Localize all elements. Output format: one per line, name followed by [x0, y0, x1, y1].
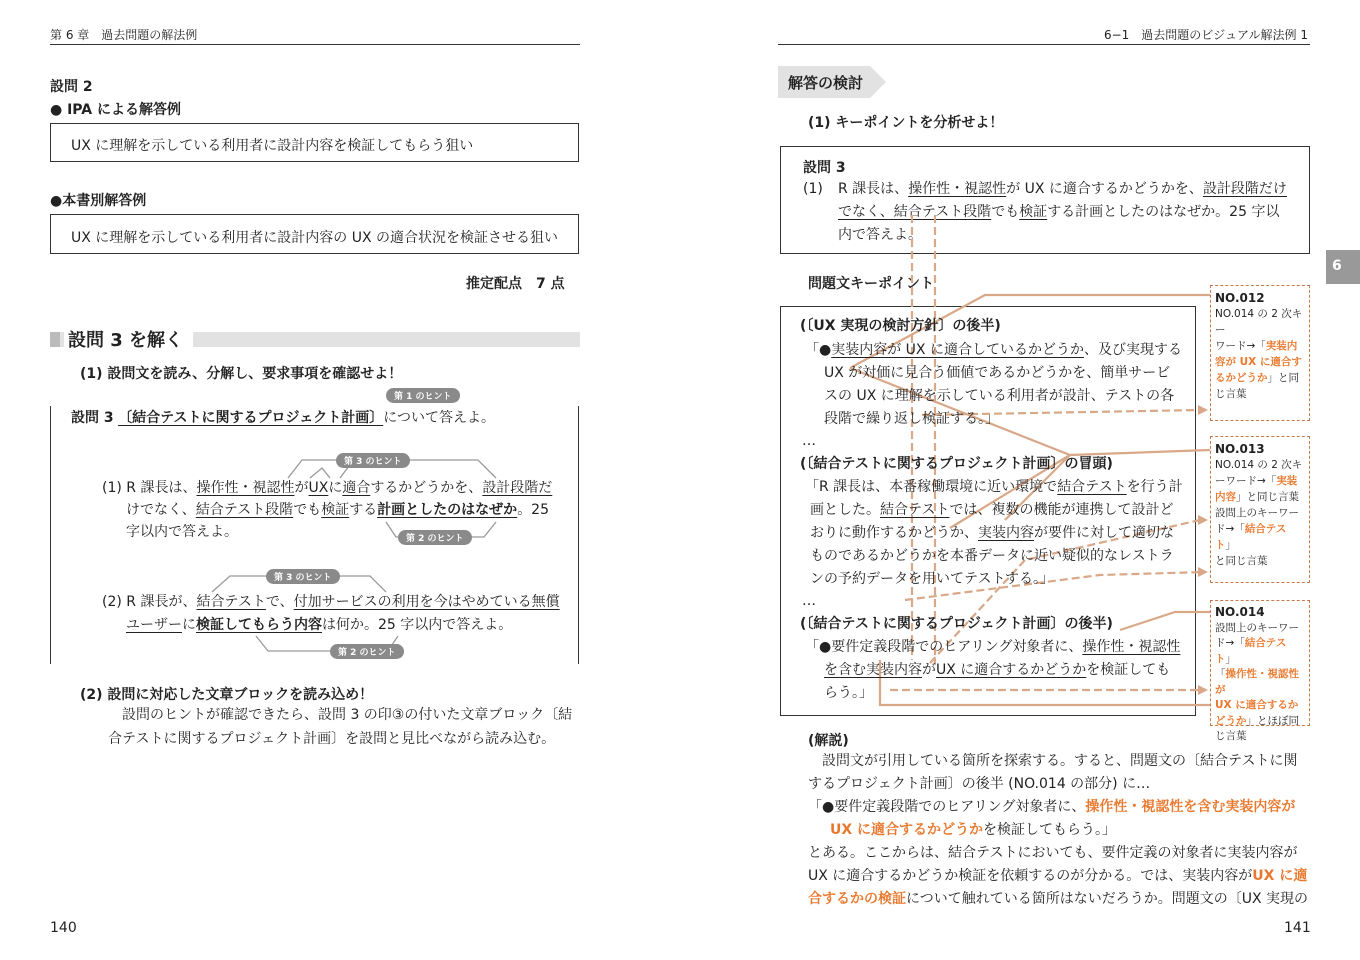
q3-1-line2g: 。25 [517, 502, 550, 518]
block1-l1c: 、及び実現する [1083, 342, 1182, 358]
block2-l3b: 実装内容 [978, 525, 1034, 541]
right-page-number: 141 [1284, 920, 1311, 936]
hint-1: 第 1 のヒント [386, 388, 460, 403]
kp1-l4a: るかどうか [1215, 372, 1268, 384]
q3-2-line2 [126, 614, 512, 637]
q3-2-line1 [102, 591, 560, 614]
q3-1-line3: 字以内で答えよ。 [126, 524, 238, 540]
block3-head [800, 613, 1113, 636]
q3-2-b: で、 [265, 594, 294, 610]
kp2-l5c: 」 [1225, 539, 1236, 551]
block2-l1a: 「R 課長は、本番稼働環境に近い環境で [805, 479, 1058, 495]
kp1-l2 [1215, 338, 1305, 354]
kp3-l1: 設問上のキーワー [1215, 621, 1299, 634]
q2-title: 設問 2 [50, 79, 93, 95]
section-heading-mark [50, 332, 60, 347]
kp1-l4b: 」と同 [1267, 372, 1299, 384]
kp1-l2b: 実装内 [1265, 340, 1298, 352]
block2-l1c: を行う計 [1126, 479, 1183, 495]
block1-head-text: (〔UX 実現の検討方針〕の後半) [800, 318, 1001, 334]
right-q3-l2e: する計画としたのはなぜか。25 字以 [1047, 204, 1280, 220]
step2-body-2: 合テストに関するプロジェクト計画〕を設問と見比べながら読み込む。 [108, 731, 556, 747]
ipa-label: ● IPA による解答例 [50, 102, 181, 118]
step1-title: (1) 設問文を読み、分解し、要求事項を確認せよ！ [80, 366, 403, 382]
exp-l3b: 操作性・視認性を含む実装内容が [1085, 799, 1296, 815]
right-step1: (1) キーポイントを分析せよ！ [808, 115, 1004, 131]
book-label: ●本書別解答例 [50, 193, 147, 209]
q3-1-e: 適合 [342, 480, 371, 496]
kp2-l2b: 実装 [1276, 475, 1298, 487]
kp2-l2a: ーワード→「 [1215, 475, 1277, 487]
q3-1-line1 [102, 477, 552, 500]
block2-l3a: おりに動作するかどうか、 [810, 525, 978, 541]
keypoint-box-014 [1210, 600, 1310, 742]
book-answer-box [50, 214, 579, 254]
block3-l2c: が [922, 662, 936, 678]
keypoint-box-012 [1210, 285, 1310, 421]
right-running-header: 6−1 過去問題のビジュアル解法例 1 [1103, 28, 1308, 42]
ipa-answer: UX に理解を示している利用者に設計内容を検証してもらう狙い [71, 138, 474, 154]
right-q3-l1b: 操作性・視認性 [908, 181, 1007, 197]
block3-l2d: UX に適合するかどうか [936, 662, 1087, 678]
q3-1-b: が [294, 480, 309, 496]
kp3-l5a: どうか [1215, 714, 1247, 727]
block3-l2e: を検証しても [1086, 662, 1171, 678]
q3-2-a: 結合テスト [196, 594, 266, 610]
arrow-1 [1198, 405, 1208, 415]
kp2-l1: NO.014 の 2 次キ [1215, 459, 1303, 471]
keypoint-title: 問題文キーポイント [808, 276, 934, 292]
exp-l6b: UX に適 [1252, 868, 1308, 884]
kp3-l5 [1215, 714, 1305, 730]
block3-l2a: を含む [824, 662, 866, 678]
answer-section-tab [778, 66, 886, 98]
block2-l3c: が要件に対して適切な [1034, 525, 1174, 541]
q3-1-prefix: (1) R 課長は、 [102, 480, 197, 496]
score: 推定配点 7 点 [466, 276, 565, 292]
kp3-l3 [1215, 667, 1305, 698]
exp-l3a: 「●要件定義段階でのヒアリング対象者に、 [808, 799, 1086, 815]
q3-2-line2b: に [182, 617, 196, 633]
q3-2-prefix: (2) R 課長が、 [102, 594, 197, 610]
kp1-l4 [1215, 370, 1305, 386]
right-q3-label: 設問 3 [803, 160, 846, 176]
block1-line1 [805, 339, 1182, 362]
right-q3-line3: 内で答えよ。 [838, 227, 922, 243]
q3-1-c: UX [308, 480, 329, 496]
q3-2-c: 付加サービスの利用を今はやめている無償 [293, 594, 560, 610]
block1-head [800, 315, 1001, 338]
kp3-l5b: 」とほぼ同 [1246, 714, 1299, 727]
block3-l1b: 操作性・視認性 [1082, 639, 1181, 655]
right-q3-line2 [838, 201, 1279, 224]
q3-1-line2c: でも [293, 502, 322, 518]
exp-line3 [808, 796, 1295, 819]
step2-body-1: 設問のヒントが確認できたら、設問 3 の印③の付いた文章ブロック〔結 [122, 707, 573, 723]
exp-l7b: について触れている箇所はないだろうか。問題文の〔UX 実現の [906, 891, 1309, 907]
right-q3-l2c: でも [991, 204, 1020, 220]
q3-label: 設問 3 [71, 410, 114, 426]
block1-line4: 段階で繰り返し検証する。」 [824, 411, 999, 427]
kp3-l3b: 操作性・視認性が [1215, 668, 1299, 696]
q3-heading [71, 407, 495, 430]
block2-line5: ンの予約データを用いてテストする。」 [810, 571, 1055, 587]
book-answer: UX に理解を示している利用者に設計内容の UX の適合状況を検証させる狙い [71, 230, 559, 246]
right-q3-l1d: 設計段階だけ [1202, 181, 1287, 197]
kp2-no: NO.013 [1215, 442, 1265, 456]
dots-1: … [802, 433, 816, 449]
keypoint-box-013 [1210, 436, 1310, 583]
kp1-l5: じ言葉 [1215, 388, 1247, 400]
right-q3-l2b: 結合テスト段階 [893, 204, 992, 220]
arrow-4 [1198, 515, 1208, 525]
exp-l7a: 合するかの検証 [808, 891, 906, 907]
right-q3-l2a: でなく、 [838, 204, 894, 220]
q3-1-line2 [126, 499, 549, 522]
q3-1-line2d: 検証 [321, 502, 350, 518]
block2-head [800, 453, 1113, 476]
block2-l2c: では、複数の機能が連携して設計ど [949, 502, 1174, 518]
q3-frame-left [50, 406, 51, 664]
block3-head-text: (〔結合テストに関するプロジェクト計画〕の後半) [800, 616, 1113, 632]
kp3-l4: UX に適合するか [1215, 699, 1299, 711]
kp3-no: NO.014 [1215, 605, 1265, 619]
q3-topic: 〔結合テストに関するプロジェクト計画〕 [118, 410, 384, 426]
ipa-answer-box [50, 123, 579, 162]
exp-line6 [808, 865, 1307, 888]
block3-line1 [805, 636, 1180, 659]
kp2-l2 [1215, 473, 1305, 489]
kp3-l2c: 」 [1225, 652, 1236, 665]
block2-l2b: 結合テスト [880, 502, 950, 518]
hint-2a: 第 2 のヒント [398, 530, 472, 545]
block2-head-text: (〔結合テストに関するプロジェクト計画〕の冒頭) [800, 456, 1113, 472]
exp-line4 [830, 819, 1116, 842]
kp2-l3 [1215, 489, 1305, 505]
kp3-l2a: ド→「 [1215, 637, 1245, 649]
q3-1-d: に [328, 480, 343, 496]
right-header-rule [778, 44, 1310, 45]
q3-2-line2a: ユーザー [126, 617, 182, 633]
q3-1-g: 設計段階だ [482, 480, 553, 496]
kp1-l1: NO.014 の 2 次キー [1215, 308, 1303, 336]
block2-line1 [805, 476, 1183, 499]
block2-l2a: 画とした。 [810, 502, 880, 518]
block2-l1b: 結合テスト [1057, 479, 1127, 495]
q3-1-line2a: けでなく、 [126, 502, 196, 518]
exp-line2: するプロジェクト計画〕の後半 (NO.014 の部分) に… [808, 776, 1151, 792]
left-page-number: 140 [50, 920, 77, 936]
exp-l4b: を検証してもらう。」 [983, 822, 1117, 838]
kp1-no: NO.012 [1215, 291, 1265, 305]
q3-2-line2c: 検証してもらう内容 [196, 617, 322, 633]
block1-l1b: 実装内容が UX に適合しているかどうか [831, 342, 1084, 358]
kp2-l3a: 内容 [1215, 491, 1236, 503]
block3-line3: らう。」 [824, 685, 873, 701]
arrow-2 [1198, 567, 1208, 577]
kp3-l2b: 結合テスト [1215, 637, 1287, 665]
block2-line3 [810, 522, 1174, 545]
answer-section-title: 解答の検討 [788, 74, 864, 92]
kp2-l5 [1215, 521, 1305, 553]
block2-line2 [810, 499, 1173, 522]
q3-1-f: するかどうかを、 [370, 480, 483, 496]
right-q3-l1a: R 課長は、 [838, 181, 909, 197]
q3-1-a: 操作性・視認性 [196, 480, 295, 496]
kp2-l4: 設問上のキーワー [1215, 507, 1299, 519]
right-q3-num: (1) [803, 181, 823, 197]
chapter-side-tab-label: 6 [1332, 258, 1342, 274]
kp2-l6: と同じ言葉 [1215, 555, 1268, 567]
right-q3-l1c: が UX に適合するかどうかを、 [1006, 181, 1203, 197]
right-q3-l2d: 検証 [1019, 204, 1048, 220]
left-header-rule [50, 44, 580, 45]
kp3-l2 [1215, 636, 1305, 667]
q3-1-line2f: 計画としたのはなぜか [377, 502, 518, 518]
kp2-l5b: 結合テスト [1215, 523, 1287, 551]
exp-line7 [808, 888, 1308, 911]
q3-1-line2e: する [349, 502, 378, 518]
kp1-l2a: ワード→「 [1215, 340, 1266, 352]
q3-1-line2b: 結合テスト段階 [195, 502, 294, 518]
exp-line5: とある。ここからは、結合テストにおいても、要件定義の対象者に実装内容が [808, 845, 1298, 861]
kp2-l5a: ド→「 [1215, 523, 1245, 535]
hint-3a: 第 3 のヒント [336, 453, 410, 468]
exp-line1: 設問文が引用している箇所を探索する。すると、問題文の〔結合テストに関 [822, 753, 1298, 769]
block3-line2 [824, 659, 1170, 682]
kp1-l3: 容が UX に適合す [1215, 356, 1302, 368]
exp-l4a: UX に適合するかどうか [830, 822, 984, 838]
arrow-3 [1198, 685, 1208, 695]
exp-l6a: UX に適合するかどうか検証を依頼するのが分かる。では、実装内容が [808, 868, 1253, 884]
section-title: 設問 3 を解く [64, 326, 193, 352]
block1-line2: UX が対価に見合う価値であるかどうかを、簡単サービ [824, 365, 1171, 381]
kp2-l3b: 」と同じ言葉 [1236, 491, 1299, 503]
q3-frame-right [578, 406, 579, 664]
hint-2b: 第 2 のヒント [330, 644, 404, 659]
block3-l2b: 実装内容 [866, 662, 922, 678]
left-running-header: 第 6 章 過去問題の解法例 [50, 28, 198, 42]
q3-2-line2d: は何か。25 字以内で答えよ。 [322, 617, 513, 633]
block3-l1a: 「●要件定義段階でのヒアリング対象者に、 [805, 639, 1083, 655]
block1-line3: スの UX に理解を示している利用者が設計、テストの各 [824, 388, 1175, 404]
right-q3-line1 [838, 178, 1287, 201]
block2-line4: ものであるかどうかを本番データに近い疑似的なレストラ [810, 548, 1174, 564]
explanation-title: (解説) [808, 733, 849, 749]
q3-suffix: について答えよ。 [383, 410, 495, 426]
block1-l1a: 「● [805, 342, 832, 358]
chapter-side-tab [1326, 250, 1360, 284]
kp3-l3a: 「 [1215, 668, 1226, 680]
dots-2: … [802, 593, 816, 609]
hint-3b: 第 3 のヒント [266, 569, 340, 584]
kp3-l6: じ言葉 [1215, 730, 1247, 742]
step2-title: (2) 設問に対応した文章ブロックを読み込め！ [80, 687, 374, 703]
